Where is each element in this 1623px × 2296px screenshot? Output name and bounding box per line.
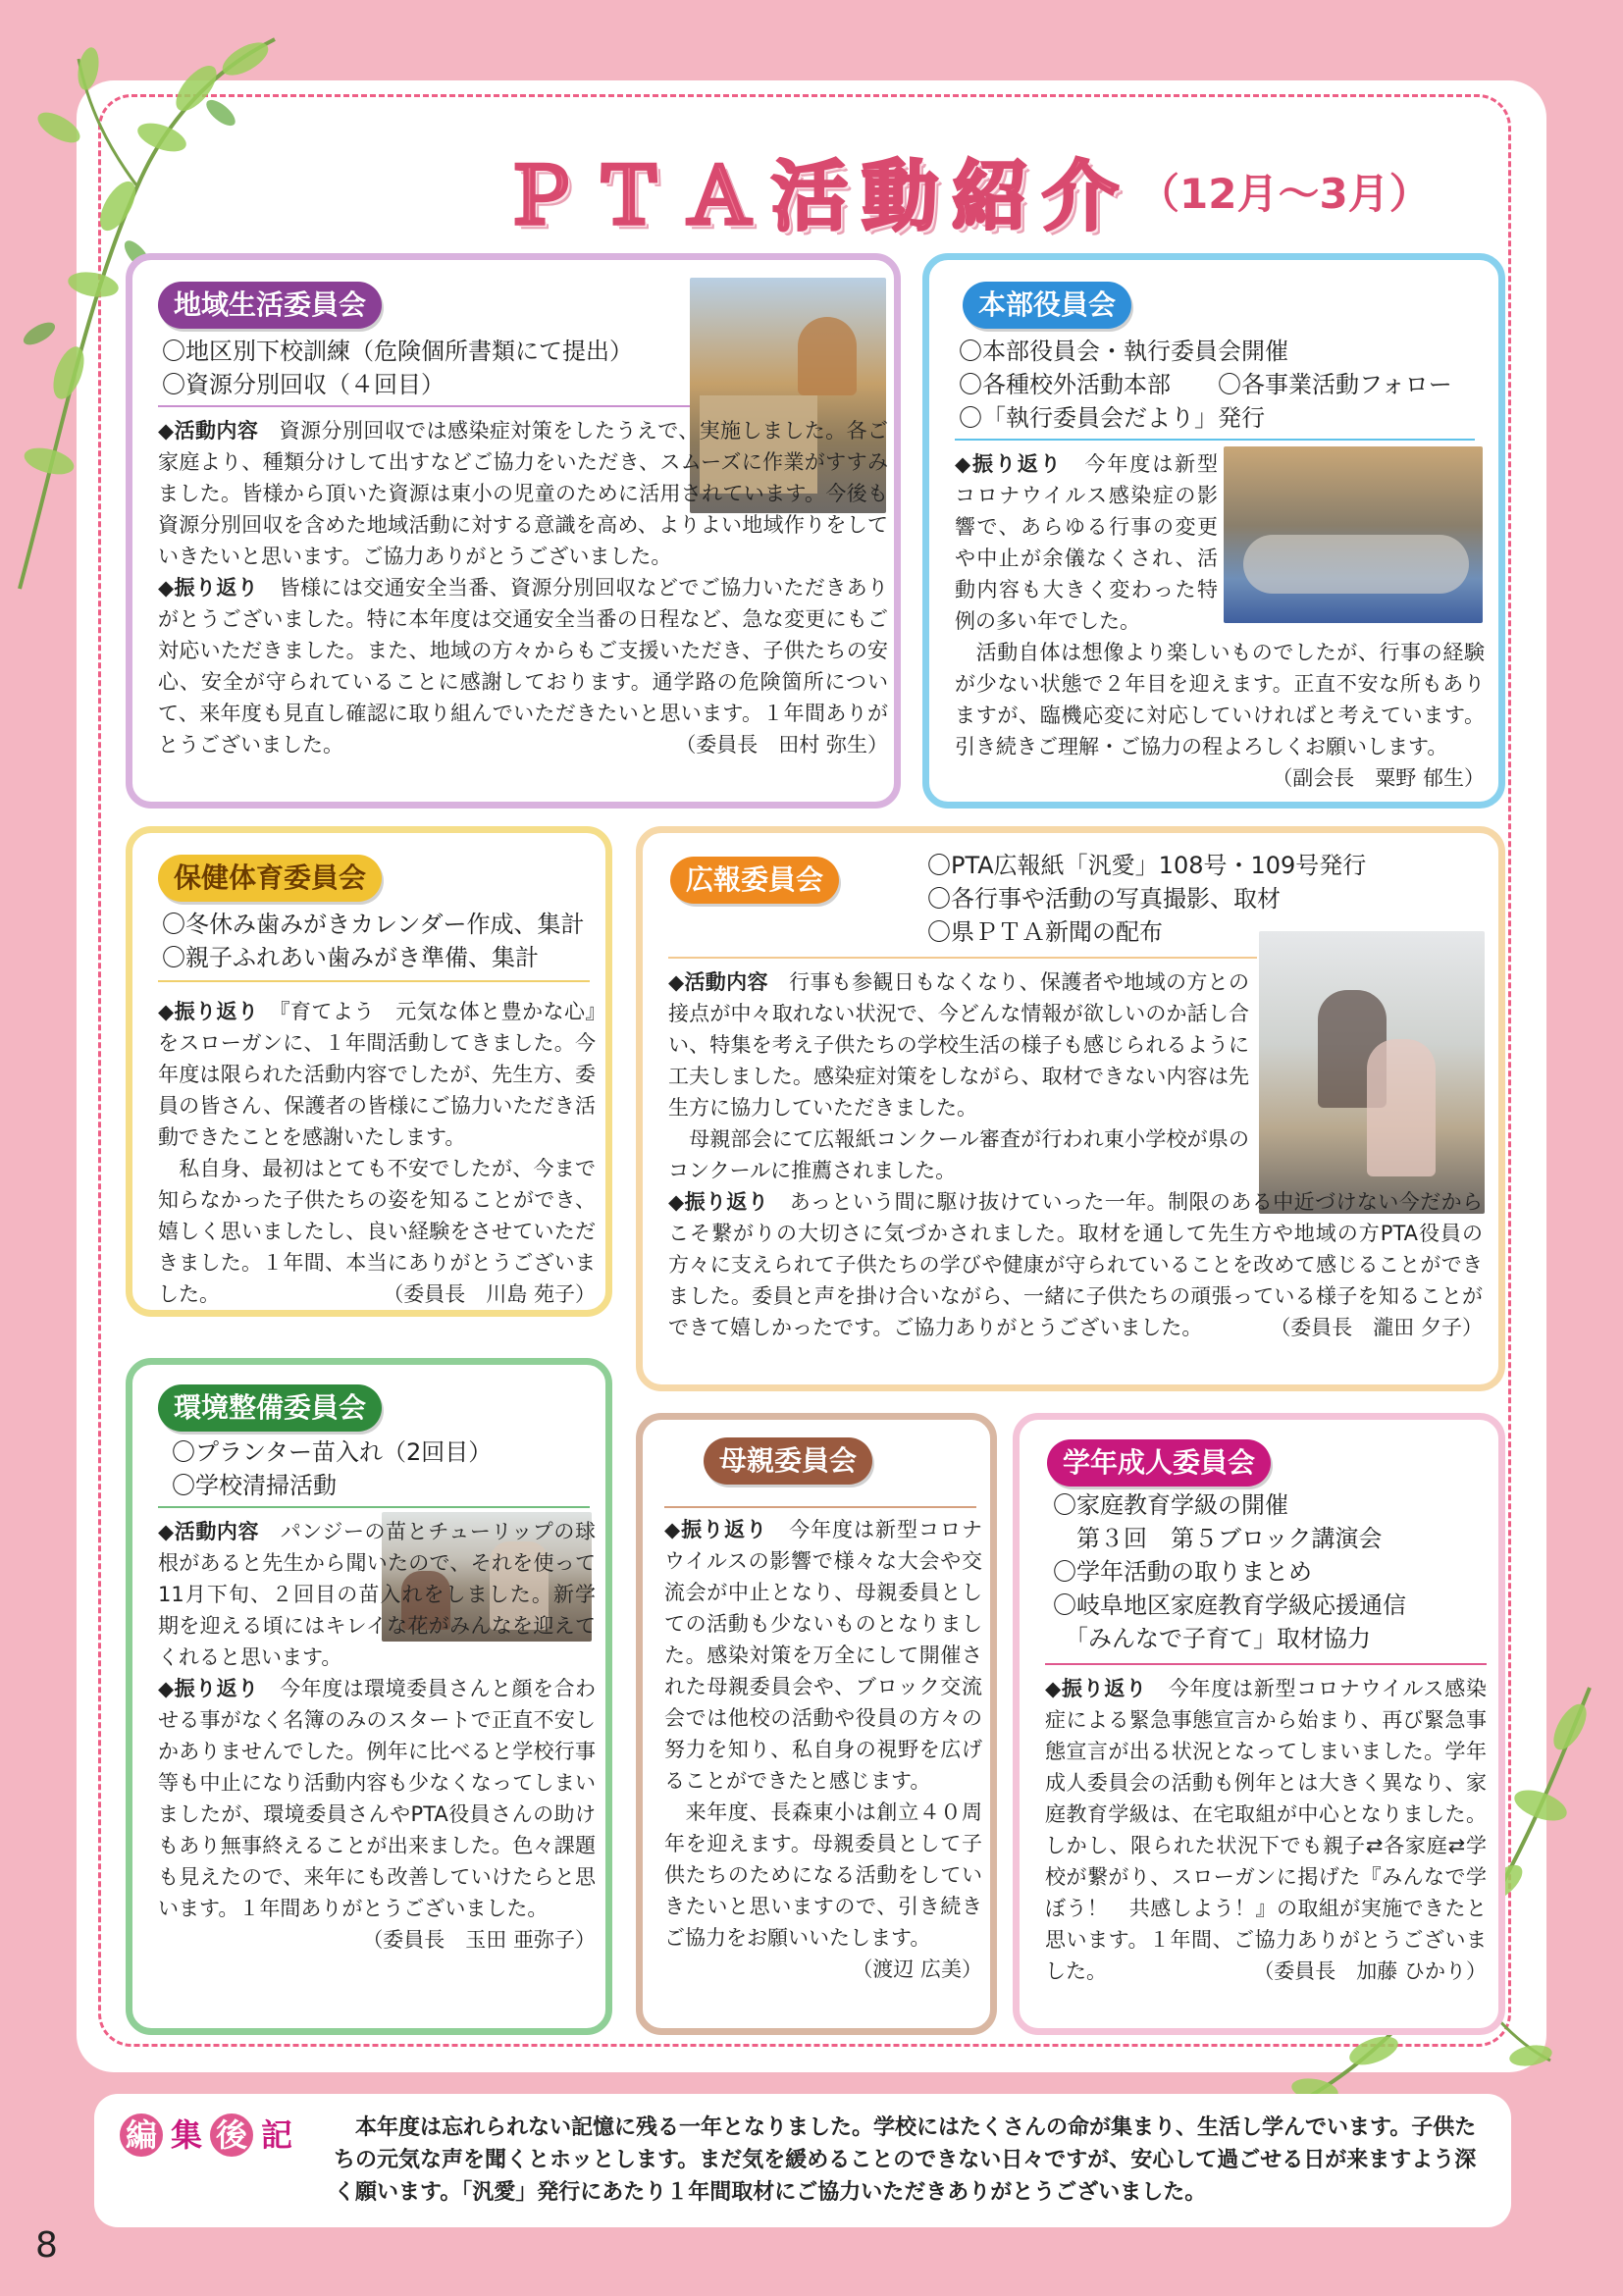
heading-label: ◆振り返り: [955, 452, 1063, 476]
section-kouhou: [636, 826, 1505, 1391]
section-tag-kouhou: 広報委員会: [670, 857, 839, 904]
paragraph-text: 今年度は環境委員さんと顔を合わせる事がなく名簿のみのスタートで正直不安しかありませんでした。例年に比べると学校行事等も中止になり活動内容も少なくなってしまいましたが、環境委員さんやPTA役員さんの助けもあり無事終えることが出来ました。色々課題も見えたので、来年にも改善していけたらと思います。１年間ありがとうございました。: [158, 1677, 597, 1920]
divider: [955, 439, 1475, 441]
list-item: 〇県ＰＴＡ新聞の配布: [927, 918, 1163, 946]
section-tag-chiiki: 地域生活委員会: [158, 282, 382, 329]
editorial-label-char: 記: [260, 2116, 292, 2154]
paragraph-activity: [158, 1516, 596, 1673]
list-item: 「みんなで子育て」取材協力: [1053, 1625, 1371, 1652]
heading-label: ◆活動内容: [158, 419, 259, 443]
heading-label: ◆振り返り: [664, 1518, 768, 1541]
list-item: 〇各種校外活動本部 〇各事業活動フォロー: [959, 371, 1452, 398]
section-items-honbu: [959, 335, 1489, 435]
paragraph-review: [668, 1186, 1483, 1343]
paragraph-text: 今年度は新型コロナウイルス感染症による緊急事態宣言から始まり、再び緊急事態宣言が出る状況となってしまいました。学年成人委員会の活動も例年とは大きく異なり、家庭教育学級は、在宅取組が中心となりました。しかし、限られた状況下でも親子⇄各家庭⇄学校が繋がり、スローガンに掲げた『みんなで学ぼう！ 共感しよう！』の取組が実施できたと思います。１年間、ご協力ありがとうございました。: [1045, 1677, 1487, 1983]
section-chiiki: [126, 253, 901, 809]
section-items-gakunen: [1053, 1488, 1494, 1655]
list-item: 第３回 第５ブロック講演会: [1053, 1525, 1383, 1552]
section-hoken: [126, 826, 612, 1317]
section-items-hoken: [162, 908, 594, 974]
signature: （委員長 加藤 ひかり）: [1253, 1959, 1487, 1983]
paragraph-text-2: [668, 1123, 1249, 1186]
section-hahaoya: [636, 1413, 997, 2035]
section-tag-gakunen: 学年成人委員会: [1047, 1439, 1271, 1487]
list-item: 〇親子ふれあい歯みがき準備、集計: [162, 944, 539, 971]
editorial-label-char: 後: [210, 2113, 253, 2157]
editorial-text: 本年度は忘れられない記憶に残る一年となりました。学校にはたくさんの命が集まり、生活し学んでいます。子供たちの元気な声を聞くとホッとします。まだ気を緩めることのできない日々ですが、安心して過ごせる日が来ますよう深く願います。「汎愛」発行にあたり１年間取材にご協力いただきありがとうございました。: [334, 2115, 1477, 2205]
divider: [158, 405, 696, 407]
list-item: 〇地区別下校訓練（危険個所書類にて提出）: [162, 338, 633, 365]
paragraph-text: 来年度、長森東小は創立４０周年を迎えます。母親委員として子供たちのためになる活動をしていきたいと思いますので、引き続きご協力をお願いいたします。: [664, 1800, 982, 1950]
paragraph-text: 活動自体は想像より楽しいものでしたが、行事の経験が少ない状態で２年目を迎えます。正直不安な所もありますが、臨機応変に対応していければと考えています。引き続きご理解・ご協力の程よろしくお願いします。: [955, 641, 1485, 758]
section-tag-hahaoya: 母親委員会: [704, 1437, 872, 1485]
section-body-kouhou: [668, 966, 1483, 1343]
paragraph-review: [158, 1673, 597, 1952]
heading-label: ◆振り返り: [158, 1000, 259, 1023]
heading-label: ◆活動内容: [668, 970, 768, 994]
heading-label: ◆振り返り: [668, 1190, 769, 1214]
signature: （委員長 瀧田 夕子）: [1270, 1316, 1483, 1339]
paragraph-text: 私自身、最初はとても不安でしたが、今まで知らなかった子供たちの姿を知ることができ、嬉しく思いましたし、良い経験をさせていただきました。１年間、本当にありがとうございました。: [158, 1157, 596, 1306]
paragraph-activity: [158, 415, 888, 572]
divider: [158, 980, 590, 982]
editorial-label: [120, 2113, 298, 2157]
paragraph-review: [1045, 1673, 1487, 1987]
paragraph-text: あっという間に駆け抜けていった一年。制限のある中近づけない今だからこそ繋がりの大切さに気づかされました。取材を通して先生方や地域の方PTA役員の方々に支えられて子供たちの学びや健康が守られていることを改めて感じることができました。委員と声を掛け合いながら、一緒に子供たちの頑張っている様子を知ることができて嬉しかったです。ご協力ありがとうございました。: [668, 1190, 1483, 1339]
paragraph-text: 資源分別回収では感染症対策をしたうえで、実施しました。各ご家庭より、種類分けして出すなどご協力をいただき、スムーズに作業がすすみました。皆様から頂いた資源は東小の児童のために活用されています。今後も資源分別回収を含めた地域活動に対する意識を高め、よりよい地域作りをしていきたいと思います。ご協力ありがとうございました。: [158, 419, 888, 568]
editorial-label-char: 集: [170, 2116, 202, 2154]
paragraph-text: 『育てよう 元気な体と豊かな心』をスローガンに、１年間活動してきました。今年度は限られた活動内容でしたが、先生方、委員の皆さん、保護者の皆様にご協力いただき活動できたことを感謝いたします。: [158, 1000, 596, 1149]
list-item: 〇家庭教育学級の開催: [1053, 1491, 1288, 1519]
paragraph-activity: [668, 966, 1249, 1123]
list-item: 〇岐阜地区家庭教育学級応援通信: [1053, 1592, 1406, 1619]
page-title-period: （12月～3月）: [1138, 170, 1431, 218]
signature: （渡辺 広美）: [852, 1957, 982, 1981]
section-body-chiiki: [158, 415, 888, 760]
list-item: 〇各行事や活動の写真撮影、取材: [927, 885, 1281, 913]
divider: [1045, 1663, 1487, 1665]
paragraph-text-2: [158, 1153, 596, 1310]
list-item: 〇本部役員会・執行委員会開催: [959, 338, 1288, 365]
signature: （委員長 川島 苑子）: [383, 1282, 596, 1306]
list-item: 〇学校清掃活動: [172, 1472, 337, 1499]
list-item: 〇資源分別回収（４回目）: [162, 371, 445, 398]
section-tag-honbu: 本部役員会: [963, 282, 1131, 329]
section-gakunen: [1013, 1413, 1505, 2035]
page-title: ＰＴＡ活動紹介: [500, 153, 1133, 241]
section-body-honbu: [955, 448, 1485, 794]
section-items-chiiki: [162, 335, 711, 401]
section-tag-hoken: 保健体育委員会: [158, 855, 382, 902]
signature: （委員長 田村 弥生）: [675, 733, 888, 757]
section-body-hoken: [158, 996, 596, 1310]
paragraph-review: [664, 1514, 982, 1797]
page-number: 8: [35, 2225, 58, 2266]
divider: [158, 1506, 590, 1508]
paragraph-text: 行事も参観日もなくなり、保護者や地域の方との接点が中々取れない状況で、今どんな情報が欲しいのか話し合い、特集を考え子供たちの学校生活の様子も感じられるように工夫しました。感染症対策をしながら、取材できない内容は先生方に協力していただきました。: [668, 970, 1250, 1120]
divider: [668, 957, 1257, 959]
section-tag-kankyo: 環境整備委員会: [158, 1384, 382, 1432]
heading-label: ◆振り返り: [158, 1677, 259, 1700]
list-item: 〇プランター苗入れ（2回目）: [172, 1438, 493, 1466]
divider: [664, 1506, 976, 1508]
section-items-kankyo: [172, 1435, 584, 1502]
section-honbu: [922, 253, 1505, 809]
heading-label: ◆振り返り: [158, 576, 259, 600]
editorial-label-char: 編: [120, 2113, 163, 2157]
heading-label: ◆活動内容: [158, 1520, 260, 1543]
paragraph-text-2: [955, 637, 1485, 790]
section-body-kankyo: [158, 1516, 596, 1956]
signature: （委員長 玉田 亜弥子）: [362, 1928, 596, 1952]
list-item: 〇PTA広報紙「汎愛」108号・109号発行: [927, 852, 1367, 879]
paragraph-review: [955, 448, 1218, 637]
paragraph-review: [158, 572, 888, 760]
paragraph-review: [158, 996, 596, 1153]
list-item: 〇学年活動の取りまとめ: [1053, 1558, 1312, 1586]
paragraph-text: 今年度は新型コロナウイルス感染症の影響で、あらゆる行事の変更や中止が余儀なくされ、活動内容も大きく変わった特例の多い年でした。: [955, 452, 1218, 633]
paragraph-text: パンジーの苗とチューリップの球根があると先生から聞いたので、それを使って11月下旬、２回目の苗入れをしました。新学期を迎える頃にはキレイな花がみんなを迎えてくれると思います。: [158, 1520, 596, 1669]
paragraph-text: 皆様には交通安全当番、資源分別回収などでご協力いただきありがとうございました。特に本年度は交通安全当番の日程など、急な変更にもご対応いただきました。また、地域の方々からもご支援いただき、子供たちの安心、安全が守られていることに感謝しております。通学路の危険箇所について、来年度も見直し確認に取り組んでいただきたいと思います。１年間ありがとうございました。: [158, 576, 888, 757]
list-item: 〇冬休み歯みがきカレンダー作成、集計: [162, 911, 585, 938]
section-kankyo: [126, 1358, 612, 2035]
heading-label: ◆振り返り: [1045, 1677, 1147, 1700]
signature: （副会長 粟野 郁生）: [1272, 766, 1485, 790]
paragraph-text: 母親部会にて広報紙コンクール審査が行われ東小学校が県のコンクールに推薦されました。: [668, 1127, 1249, 1182]
section-body-gakunen: [1045, 1673, 1487, 1987]
list-item: 〇「執行委員会だより」発行: [959, 404, 1265, 432]
section-body-hahaoya: [664, 1514, 982, 1985]
paragraph-text: 今年度は新型コロナウイルスの影響で様々な大会や交流会が中止となり、母親委員としての活動も少ないものとなりました。感染対策を万全にして開催された母親委員会や、ブロック交流会では他校の活動や役員の方々の努力を知り、私自身の視野を広げることができたと感じます。: [664, 1518, 982, 1793]
paragraph-text-2: [664, 1797, 982, 1981]
